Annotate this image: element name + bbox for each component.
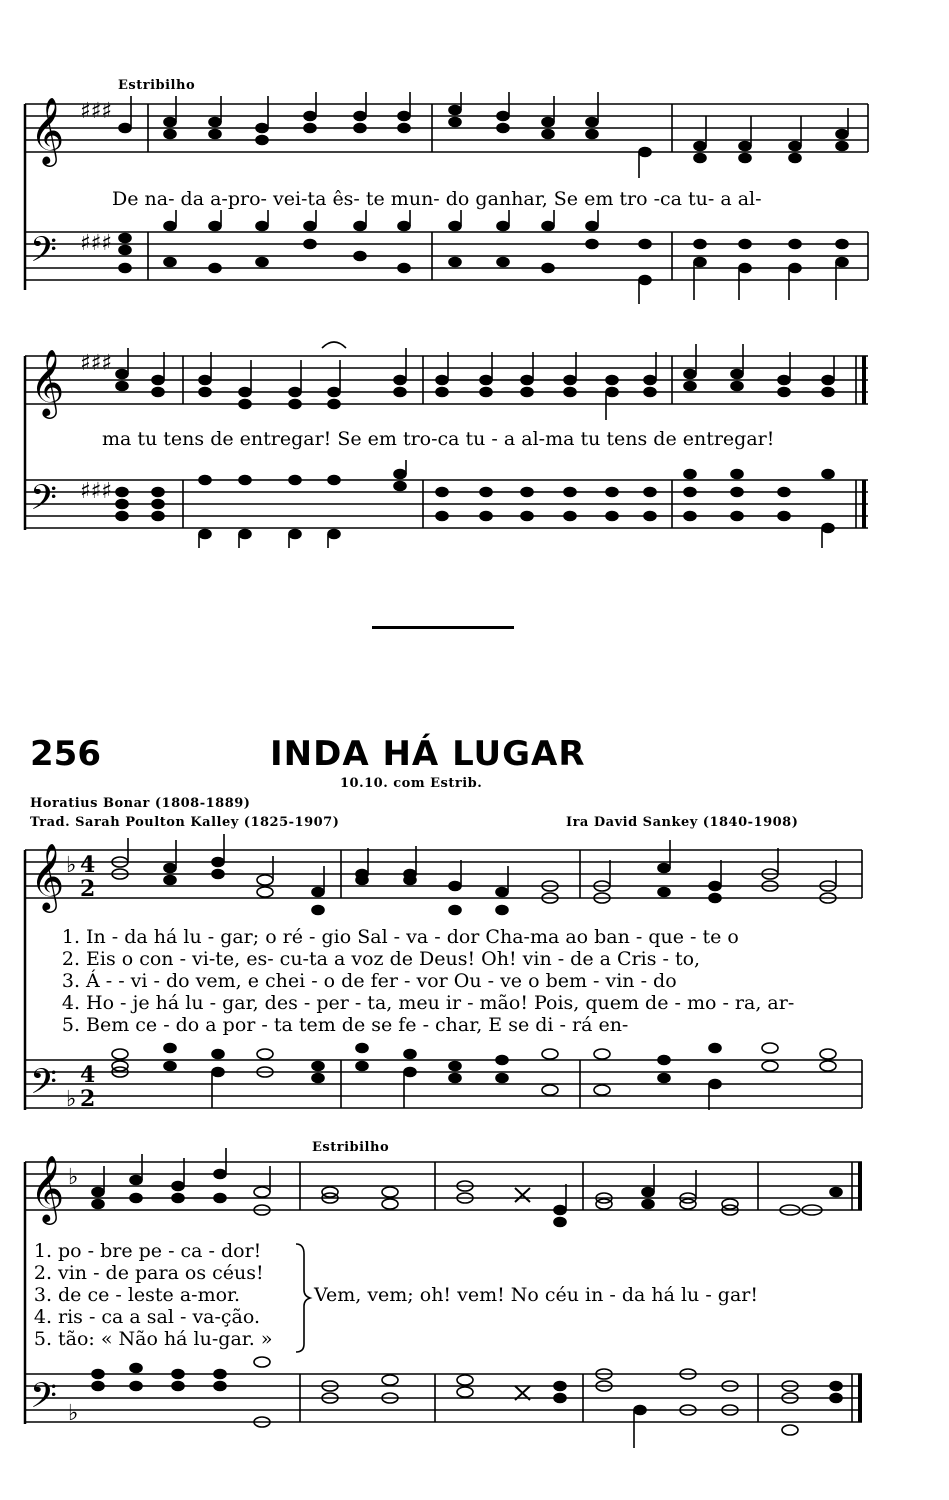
svg-text:𝄞: 𝄞 (30, 348, 65, 416)
verse-line (52, 1014, 794, 1036)
hymn-meter: 10.10. com Estrib. (340, 776, 483, 791)
refrain-text: Vem, vem; oh! vem! No céu in - da há lu - gar! (314, 1284, 759, 1306)
verse-text: po - bre pe - ca - dor! (58, 1240, 262, 1262)
hymn-author: Horatius Bonar (1808-1889) (30, 796, 251, 811)
svg-text:𝄢: 𝄢 (30, 1375, 58, 1424)
verse-text: In - da há lu - gar; o ré - gio Sal - va - dor Cha-ma ao ban - que - te o (86, 926, 739, 948)
hymn-number: 256 (30, 734, 101, 774)
verse-text: ris - ca a sal - va-ção. (58, 1306, 261, 1328)
verse-text: Eis o con - vi-te, es- cu-ta a voz de Deus! Oh! vin - de a Cris - to, (86, 948, 701, 970)
lyric-line-top-1: De na- da a-pro- vei-ta ês- te mun- do ganhar, Se em tro -ca tu- a al- (112, 188, 762, 210)
verse-text: Bem ce - do a por - ta tem de se fe - char, E se di - rá en- (86, 1014, 629, 1036)
svg-text:𝄞: 𝄞 (30, 96, 65, 164)
verse-text: de ce - leste a-mor. (58, 1284, 241, 1306)
svg-text:♭: ♭ (66, 1087, 77, 1112)
verse-text: Á - - vi - do vem, e chei - o de fer - vor Ou - ve o bem - vin - do (86, 970, 677, 992)
svg-text:2: 2 (80, 1086, 96, 1112)
verse-number: 3. (61, 970, 80, 992)
verse-line (52, 948, 794, 970)
svg-text:𝄢: 𝄢 (30, 1061, 58, 1110)
verse-number: 5. (61, 1014, 80, 1036)
svg-text:𝄢: 𝄢 (30, 477, 58, 526)
treble-staff-1 (0, 0, 949, 320)
svg-text:2: 2 (80, 876, 96, 902)
svg-text:♭: ♭ (68, 1401, 79, 1426)
verse-number: 3. (33, 1284, 52, 1306)
verse-text: vin - de para os céus! (58, 1262, 264, 1284)
verse-line (24, 1284, 272, 1306)
svg-text:𝄢: 𝄢 (30, 229, 58, 278)
hymn-translator: Trad. Sarah Poulton Kalley (1825-1907) (30, 815, 340, 830)
verse-bracket (294, 1240, 314, 1360)
verses-block-2 (24, 1240, 272, 1350)
verse-number: 2. (61, 948, 80, 970)
svg-text:♯♯♯: ♯♯♯ (80, 99, 112, 124)
verse-line (24, 1328, 272, 1350)
verses-block-1 (52, 926, 794, 1036)
svg-text:♯♯♯: ♯♯♯ (80, 479, 112, 504)
refrain-label-top: Estribilho (118, 78, 196, 93)
verse-line (24, 1262, 272, 1284)
verse-text: tão: « Não há lu-gar. » (58, 1328, 273, 1350)
lyric-line-top-2: ma tu tens de entregar! Se em tro-ca tu - a al-ma tu tens de entregar! (102, 428, 775, 450)
verse-line (52, 992, 794, 1014)
svg-text:♭: ♭ (68, 1165, 79, 1190)
svg-text:4: 4 (80, 852, 96, 878)
verse-text: Ho - je há lu - gar, des - per - ta, meu ir - mão! Pois, quem de - mo - ra, ar- (86, 992, 795, 1014)
hymn-title: INDA HÁ LUGAR (270, 734, 586, 774)
verse-line (52, 970, 794, 992)
svg-text:♭: ♭ (66, 853, 77, 878)
section-divider (372, 626, 514, 629)
refrain-label-hymn: Estribilho (312, 1140, 390, 1155)
verse-number: 1. (33, 1240, 52, 1262)
verse-number: 2. (33, 1262, 52, 1284)
svg-text:4: 4 (80, 1062, 96, 1088)
hymn-composer: Ira David Sankey (1840-1908) (566, 815, 799, 830)
svg-text:𝄞: 𝄞 (30, 1154, 65, 1222)
svg-text:𝄞: 𝄞 (30, 842, 65, 910)
svg-text:♯♯♯: ♯♯♯ (80, 351, 112, 376)
verse-line (24, 1306, 272, 1328)
verse-number: 4. (33, 1306, 52, 1328)
verse-number: 5. (33, 1328, 52, 1350)
verse-line (52, 926, 794, 948)
svg-text:♯♯♯: ♯♯♯ (80, 231, 112, 256)
verse-line (24, 1240, 272, 1262)
verse-number: 1. (61, 926, 80, 948)
verse-number: 4. (61, 992, 80, 1014)
